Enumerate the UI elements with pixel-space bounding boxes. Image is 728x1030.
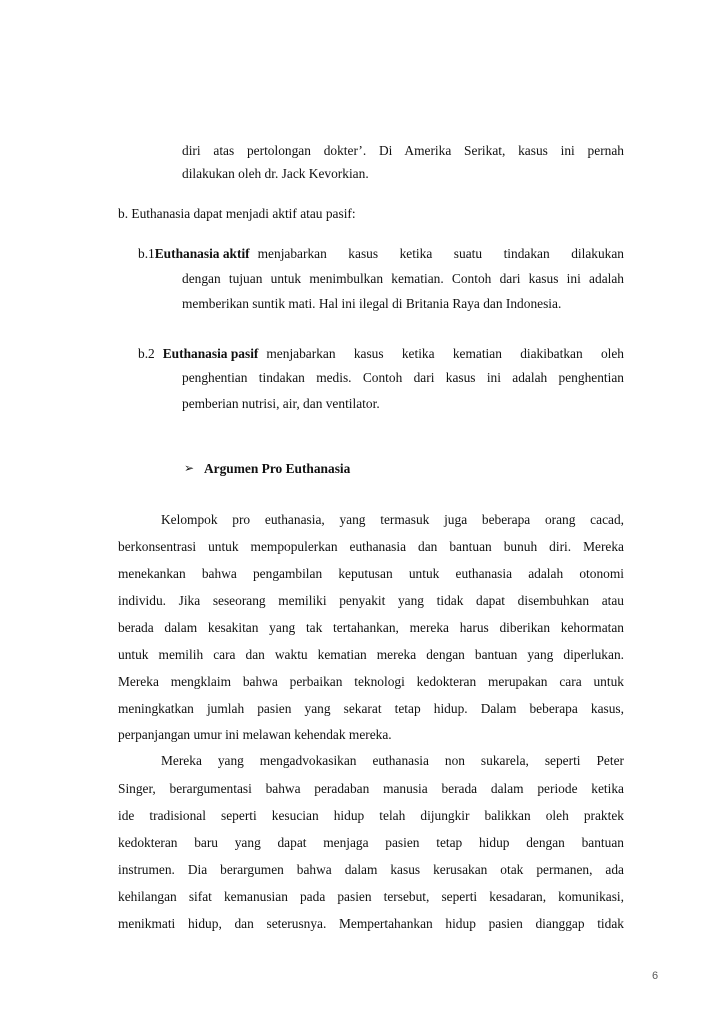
paragraph-line: Mereka mengklaim bahwa perbaikan teknologi kedokteran merupakan cara untuk bbox=[118, 674, 624, 689]
paragraph-line: perpanjangan umur ini melawan kehendak mereka. bbox=[118, 727, 392, 742]
item-number: b.1 bbox=[138, 246, 155, 261]
paragraph-line: Mereka yang mengadvokasikan euthanasia non sukarela, seperti Peter bbox=[161, 753, 624, 768]
paragraph-line: Singer, berargumentasi bahwa peradaban manusia berada dalam periode ketika bbox=[118, 781, 624, 796]
paragraph-line: instrumen. Dia berargumen bahwa dalam kasus kerusakan otak permanen, ada bbox=[118, 862, 624, 877]
item-b2-line: pemberian nutrisi, air, dan ventilator. bbox=[182, 396, 380, 411]
paragraph-line: individu. Jika seseorang memiliki penyakit yang tidak dapat disembuhkan atau bbox=[118, 593, 624, 608]
paragraph-line: kehilangan sifat kemanusian pada pasien tersebut, seperti kesadaran, komunikasi, bbox=[118, 889, 624, 904]
page-number: 6 bbox=[652, 970, 659, 982]
item-term: Euthanasia aktif bbox=[154, 246, 250, 261]
quote-line: dilakukan oleh dr. Jack Kevorkian. bbox=[182, 166, 369, 181]
paragraph-line: Kelompok pro euthanasia, yang termasuk juga beberapa orang cacad, bbox=[161, 512, 624, 527]
item-b1-line: dengan tujuan untuk menimbulkan kematian. Contoh dari kasus ini adalah bbox=[182, 271, 624, 286]
paragraph-line: berada dalam kesakitan yang tak tertahankan, mereka harus diberikan kehormatan bbox=[118, 620, 624, 635]
paragraph-line: meningkatkan jumlah pasien yang sekarat tetap hidup. Dalam beberapa kasus, bbox=[118, 701, 624, 716]
item-number: b.2 bbox=[138, 346, 155, 361]
item-b2-first-line bbox=[138, 345, 624, 363]
section-heading: Argumen Pro Euthanasia bbox=[204, 461, 351, 476]
paragraph-line: untuk memilih cara dan waktu kematian mereka dengan bantuan yang diperlukan. bbox=[118, 647, 624, 662]
item-b1-first-line bbox=[138, 245, 624, 263]
item-b2-line: penghentian tindakan medis. Contoh dari kasus ini adalah penghentian bbox=[182, 370, 624, 385]
item-term: Euthanasia pasif bbox=[162, 346, 259, 361]
paragraph-line: menikmati hidup, dan seterusnya. Mempertahankan hidup pasien dianggap tidak bbox=[118, 916, 624, 931]
arrow-bullet-icon: ➢ bbox=[184, 461, 195, 475]
paragraph-line: kedokteran baru yang dapat menjaga pasien tetap hidup dengan bantuan bbox=[118, 835, 624, 850]
item-text: menjabarkan kasus ketika kematian diakibatkan oleh bbox=[266, 346, 624, 361]
item-text: menjabarkan kasus ketika suatu tindakan dilakukan bbox=[257, 246, 624, 261]
paragraph-line: menekankan bahwa pengambilan keputusan untuk euthanasia adalah otonomi bbox=[118, 566, 624, 581]
paragraph-line: ide tradisional seperti kesucian hidup telah dijungkir balikkan oleh praktek bbox=[118, 808, 624, 823]
section-b-heading: b. Euthanasia dapat menjadi aktif atau pasif: bbox=[118, 206, 356, 221]
paragraph-line: berkonsentrasi untuk mempopulerkan euthanasia dan bantuan bunuh diri. Mereka bbox=[118, 539, 624, 554]
quote-line: diri atas pertolongan dokter’. Di Amerika Serikat, kasus ini pernah bbox=[182, 143, 624, 158]
item-b1-line: memberikan suntik mati. Hal ini ilegal di Britania Raya dan Indonesia. bbox=[182, 296, 562, 311]
